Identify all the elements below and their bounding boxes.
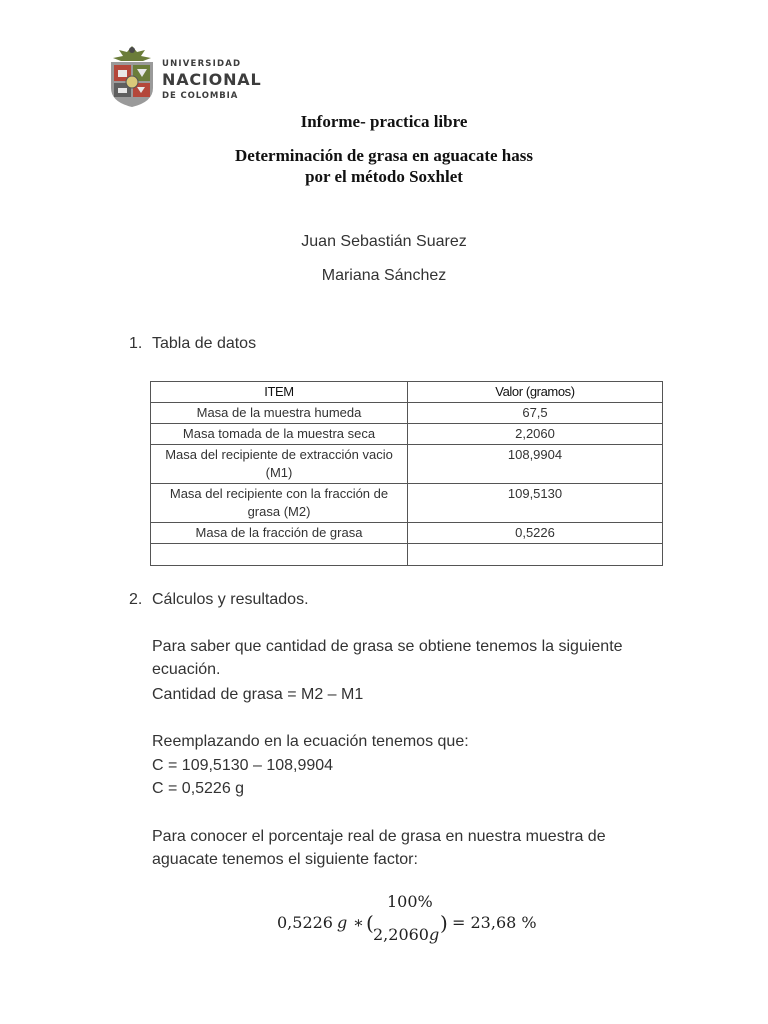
percentage-formula <box>277 890 547 950</box>
data-table <box>150 381 663 566</box>
formula-numerator: 100% <box>387 892 433 911</box>
table-cell-value: 0,5226 <box>408 523 663 544</box>
paragraph1-line2: ecuación. <box>152 661 221 678</box>
formula-lhs-unit: g <box>337 913 348 932</box>
table-cell-value: 67,5 <box>408 403 663 424</box>
table-row-empty <box>151 544 663 566</box>
paragraph3-line1: Para conocer el porcentaje real de grasa en nuestra muestra de <box>152 828 606 845</box>
table-cell-item: Masa de la fracción de grasa <box>151 523 408 544</box>
formula-close-paren: ) <box>440 911 448 935</box>
table-row <box>151 523 663 544</box>
formula-result: = 23,68 % <box>452 913 537 932</box>
table-row <box>151 424 663 445</box>
table-row <box>151 403 663 424</box>
equation-result: C = 0,5226 g <box>152 780 245 797</box>
university-line3: DE COLOMBIA <box>162 91 239 101</box>
formula-open-paren: ( <box>366 911 374 935</box>
paragraph1-line1: Para saber que cantidad de grasa se obtiene tenemos la siguiente <box>152 638 623 655</box>
university-seal-icon <box>105 44 159 108</box>
equation-substitution: C = 109,5130 – 108,9904 <box>152 757 334 774</box>
formula-lhs-value: 0,5226 <box>277 913 333 932</box>
formula-denominator-value: 2,2060 <box>373 925 429 944</box>
formula-operator: ∗ <box>353 913 364 932</box>
paragraph2-line1: Reemplazando en la ecuación tenemos que: <box>152 733 469 750</box>
table-cell-value: 108,9904 <box>408 445 663 484</box>
university-logo <box>105 44 265 108</box>
table-cell-value: 2,2060 <box>408 424 663 445</box>
table-row <box>151 484 663 523</box>
section2-number: 2. <box>129 591 143 608</box>
table-cell-item: Masa de la muestra humeda <box>151 403 408 424</box>
author-1: Juan Sebastián Suarez <box>301 233 467 250</box>
report-title: Informe- practica libre <box>300 112 468 131</box>
paragraph3-line2: aguacate tenemos el siguiente factor: <box>152 851 418 868</box>
table-row <box>151 445 663 484</box>
table-cell-value: 109,5130 <box>408 484 663 523</box>
table-header-row <box>151 382 663 403</box>
formula-denominator-unit: g <box>429 925 440 944</box>
section1-number: 1. <box>129 335 143 352</box>
table-cell-item: Masa tomada de la muestra seca <box>151 424 408 445</box>
report-subtitle-line1: Determinación de grasa en aguacate hass <box>235 146 533 165</box>
equation-grasa: Cantidad de grasa = M2 – M1 <box>152 686 364 703</box>
author-2: Mariana Sánchez <box>321 267 447 284</box>
table-header-item: ITEM <box>151 382 408 403</box>
table-header-value: Valor (gramos) <box>408 382 663 403</box>
table-cell-item: Masa del recipiente de extracción vacio (M1) <box>151 445 408 484</box>
report-subtitle-line2: por el método Soxhlet <box>305 167 463 186</box>
table-cell-item: Masa del recipiente con la fracción de grasa (M2) <box>151 484 408 523</box>
section2-title: Cálculos y resultados. <box>152 591 309 608</box>
table-cell-value <box>408 544 663 566</box>
section1-title: Tabla de datos <box>152 335 257 352</box>
university-line1: UNIVERSIDAD <box>162 59 242 69</box>
table-cell-item <box>151 544 408 566</box>
university-line2: NACIONAL <box>162 70 262 89</box>
